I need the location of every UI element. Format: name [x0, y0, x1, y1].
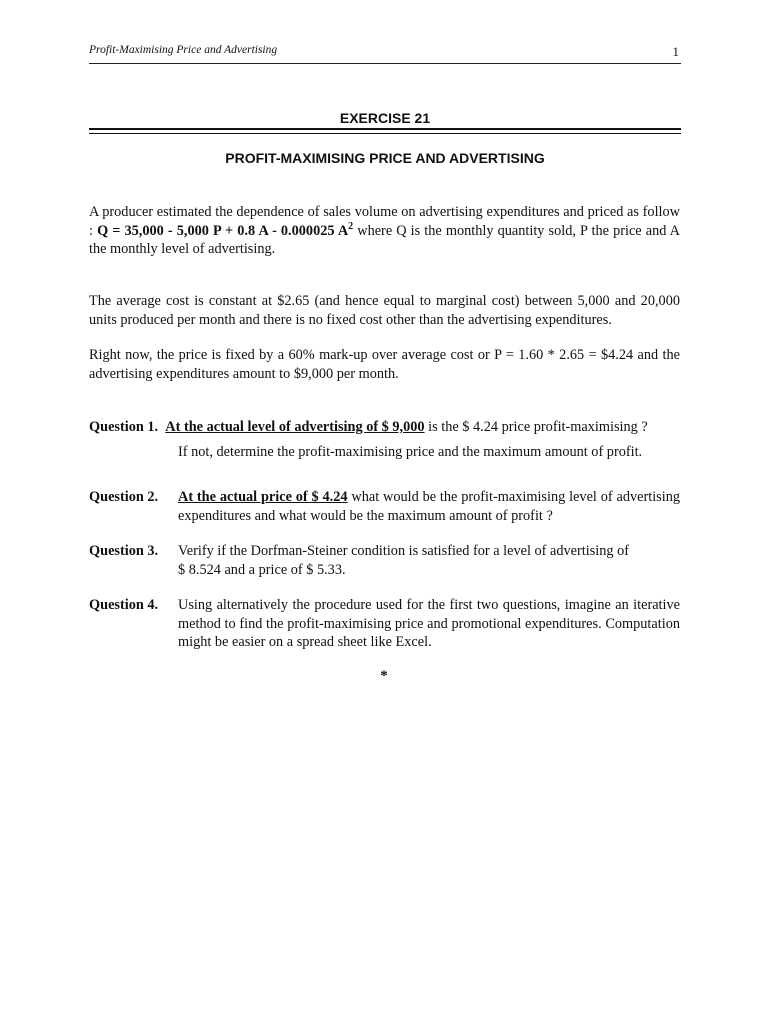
paragraph-intro-rest: where Q is the monthly quantity sold, P the price and A the monthly level of advertising. [89, 222, 681, 257]
question-1-rest: is the $ 4.24 price profit-maximising ? [424, 419, 648, 435]
end-asterisk: * [380, 668, 388, 684]
equation-exponent: 2 [348, 220, 354, 232]
paragraph-average-cost: The average cost is constant at $2.65 (and hence equal to marginal cost) between 5,000 and 20,000 units produced per month and there is no fixed cost other than the advertising expenditures. [89, 293, 680, 328]
header-rule [89, 63, 681, 64]
question-1-followup: If not, determine the profit-maximising price and the maximum amount of profit. [178, 443, 643, 460]
question-4-text: Using alternatively the procedure used for the first two questions, imagine an iterative method to find the profit-maximising price and promotional expenditures. Computation might be easier on a spread sheet like Excel. [178, 597, 680, 650]
title-rule-thin [89, 133, 681, 134]
question-2-underlined: At the actual price of $ 4.24 [178, 489, 348, 505]
question-1-label: Question 1. [89, 419, 159, 435]
question-2-label: Question 2. [89, 489, 159, 505]
demand-equation: Q = 35,000 - 5,000 P + 0.8 A - 0.000025 A [97, 222, 349, 239]
paragraph-current-price: Right now, the price is fixed by a 60% mark-up over average cost or P = 1.60 * 2.65 = $4.24 and the advertising expenditures amount to $9,000 per month. [89, 347, 680, 382]
question-1-text [89, 418, 680, 437]
question-2-text [178, 488, 680, 525]
question-1 [89, 418, 680, 461]
running-header [89, 44, 681, 59]
title-rule-thick [89, 128, 681, 130]
paragraph-demand-function [89, 203, 680, 259]
paragraph-intro: A producer estimated the dependence of sales volume on advertising expenditures and priced as follow : [89, 204, 680, 239]
question-1-underlined: At the actual level of advertising of $ 9,000 [165, 419, 425, 435]
page-number: 1 [672, 44, 679, 59]
question-4-label: Question 4. [89, 597, 159, 613]
question-4 [89, 596, 680, 652]
question-3-line-1: Verify if the Dorfman-Steiner condition is satisfied for a level of advertising of [178, 543, 630, 559]
question-3 [89, 542, 680, 579]
question-3-text [178, 542, 680, 579]
question-2 [89, 488, 680, 525]
question-2-rest: what would be the profit-maximising level of advertising expenditures and what would be the maximum amount of profit ? [178, 489, 680, 524]
question-3-line-2: $ 8.524 and a price of $ 5.33. [178, 561, 346, 578]
running-header-title: Profit-Maximising Price and Advertising [89, 44, 278, 56]
section-title: PROFIT-MAXIMISING PRICE AND ADVERTISING [225, 150, 545, 166]
exercise-title: EXERCISE 21 [339, 110, 431, 126]
question-3-label: Question 3. [89, 543, 159, 559]
